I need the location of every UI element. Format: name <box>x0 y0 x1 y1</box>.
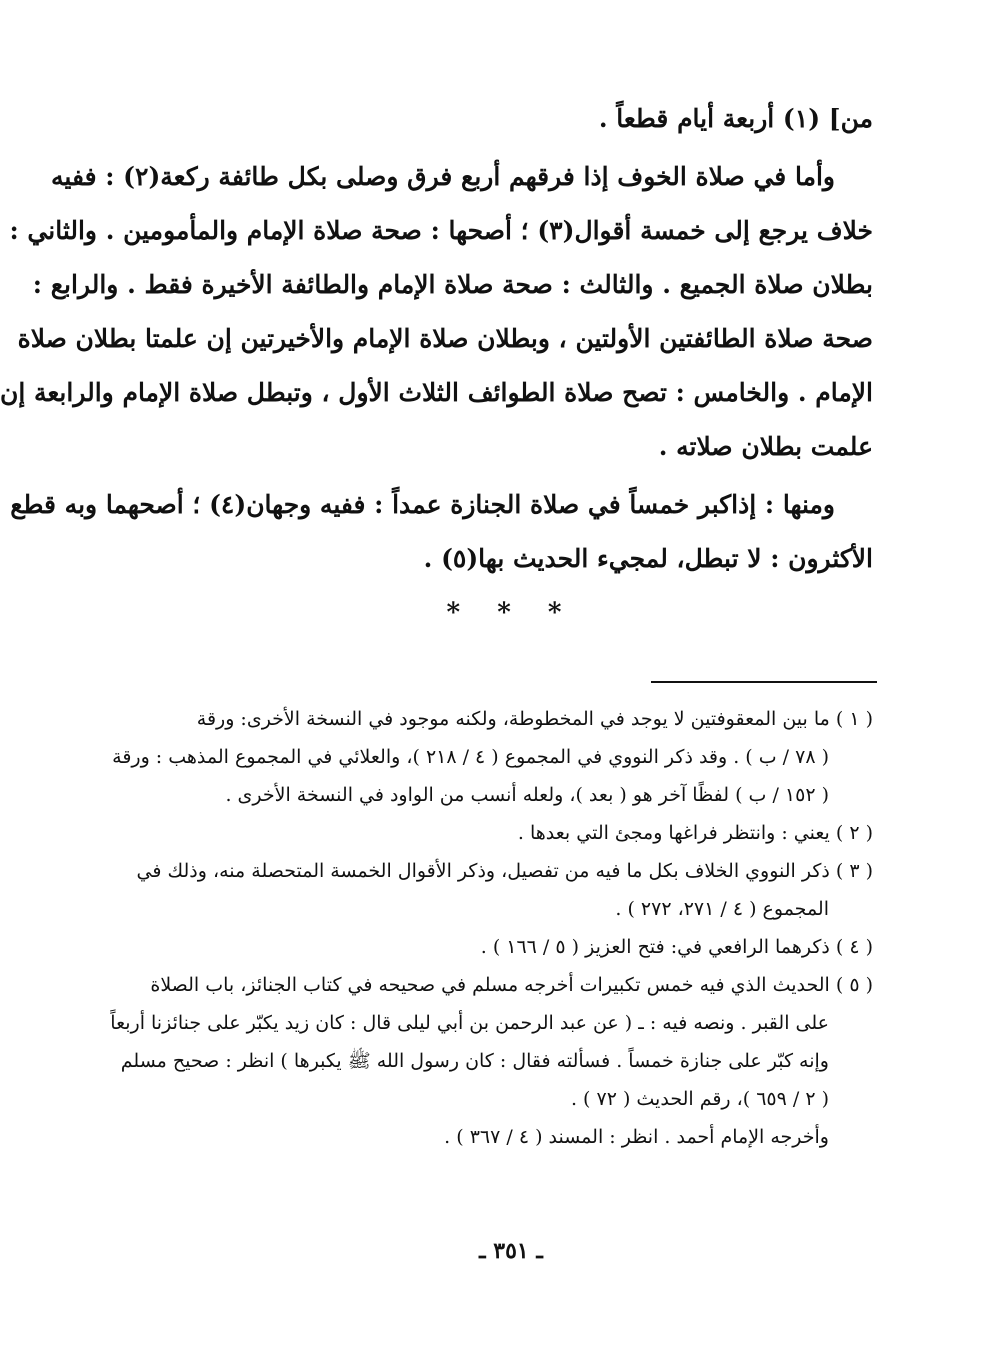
footnote-line: ( ٣ ) ذكر النووي الخلاف بكل ما فيه من تفصيل، وذكر الأقوال الخمسة المتحصلة منه، وذلك في <box>136 860 873 882</box>
footnote-line: وأخرجه الإمام أحمد . انظر : المسند ( ٤ / ٣٦٧ ) . <box>444 1126 829 1148</box>
main-text-line: بطلان صلاة الجميع . والثالث : صحة صلاة الإمام والطائفة الأخيرة فقط . والرابع : <box>32 270 873 299</box>
footnote-line: ( ٥ ) الحديث الذي فيه خمس تكبيرات أخرجه مسلم في صحيحه في كتاب الجنائز، باب الصلاة <box>150 974 873 996</box>
footnote-line: ( ٢ / ٦٥٩ )، رقم الحديث ( ٧٢ ) . <box>570 1088 829 1110</box>
footnotes <box>110 700 873 1156</box>
section-separator: * * * <box>446 598 576 628</box>
main-text-line: الأكثرون : لا تبطل، لمجيء الحديث بها(٥) . <box>423 544 873 573</box>
footnote-line: على القبر . ونصه فيه : ـ ( عن عبد الرحمن بن أبي ليلى قال : كان زيد يكبّر على جنائزنا أربعاً <box>110 1012 829 1034</box>
footnote-line: وإنه كبّر على جنازة خمساً . فسألته فقال : كان رسول الله ﷺ يكبرها ) انظر : صحيح مسلم <box>120 1050 829 1072</box>
main-text-line: من] (١) أربعة أيام قطعاً . <box>598 104 873 133</box>
main-text <box>0 92 873 586</box>
footnote-line: ( ١٥٢ / ب ) لفظًا آخر هو ( بعد )، ولعله أنسب من الواود في النسخة الأخرى . <box>225 784 829 806</box>
main-text-line: ومنها : إذاكبر خمساً في صلاة الجنازة عمداً : ففيه وجهان(٤) ؛ أصحهما وبه قطع <box>10 490 835 519</box>
page-number: ـ ٣٥١ ـ <box>479 1238 543 1264</box>
footnote-divider <box>651 681 877 683</box>
footnote-line: ( ٢ ) يعني : وانتظر فراغها ومجئ التي بعدها . <box>517 822 873 844</box>
main-text-line: الإمام . والخامس : تصح صلاة الطوائف الثلاث الأول ، وتبطل صلاة الإمام والرابعة إن <box>0 378 873 407</box>
main-text-line: علمت بطلان صلاته . <box>658 432 873 461</box>
main-text-line: صحة صلاة الطائفتين الأولتين ، وبطلان صلاة الإمام والأخيرتين إن علمتا بطلان صلاة <box>17 324 873 353</box>
main-text-line: خلاف يرجع إلى خمسة أقوال(٣) ؛ أصحها : صحة صلاة الإمام والمأمومين . والثاني : <box>9 216 873 245</box>
footnote-line: ( ٤ ) ذكرهما الرافعي في: فتح العزيز ( ٥ / ١٦٦ ) . <box>480 936 873 958</box>
footnote-line: ( ١ ) ما بين المعقوفتين لا يوجد في المخطوطة، ولكنه موجود في النسخة الأخرى: ورقة <box>196 708 873 730</box>
footnote-line: ( ٧٨ / ب ) . وقد ذكر النووي في المجموع ( ٤ / ٢١٨ )، والعلائي في المجموع المذهب : ورقة <box>112 746 829 768</box>
footnote-line: المجموع ( ٤ / ٢٧١، ٢٧٢ ) . <box>615 898 829 920</box>
main-text-line: وأما في صلاة الخوف إذا فرقهم أربع فرق وصلى بكل طائفة ركعة(٢) : ففيه <box>51 162 835 191</box>
